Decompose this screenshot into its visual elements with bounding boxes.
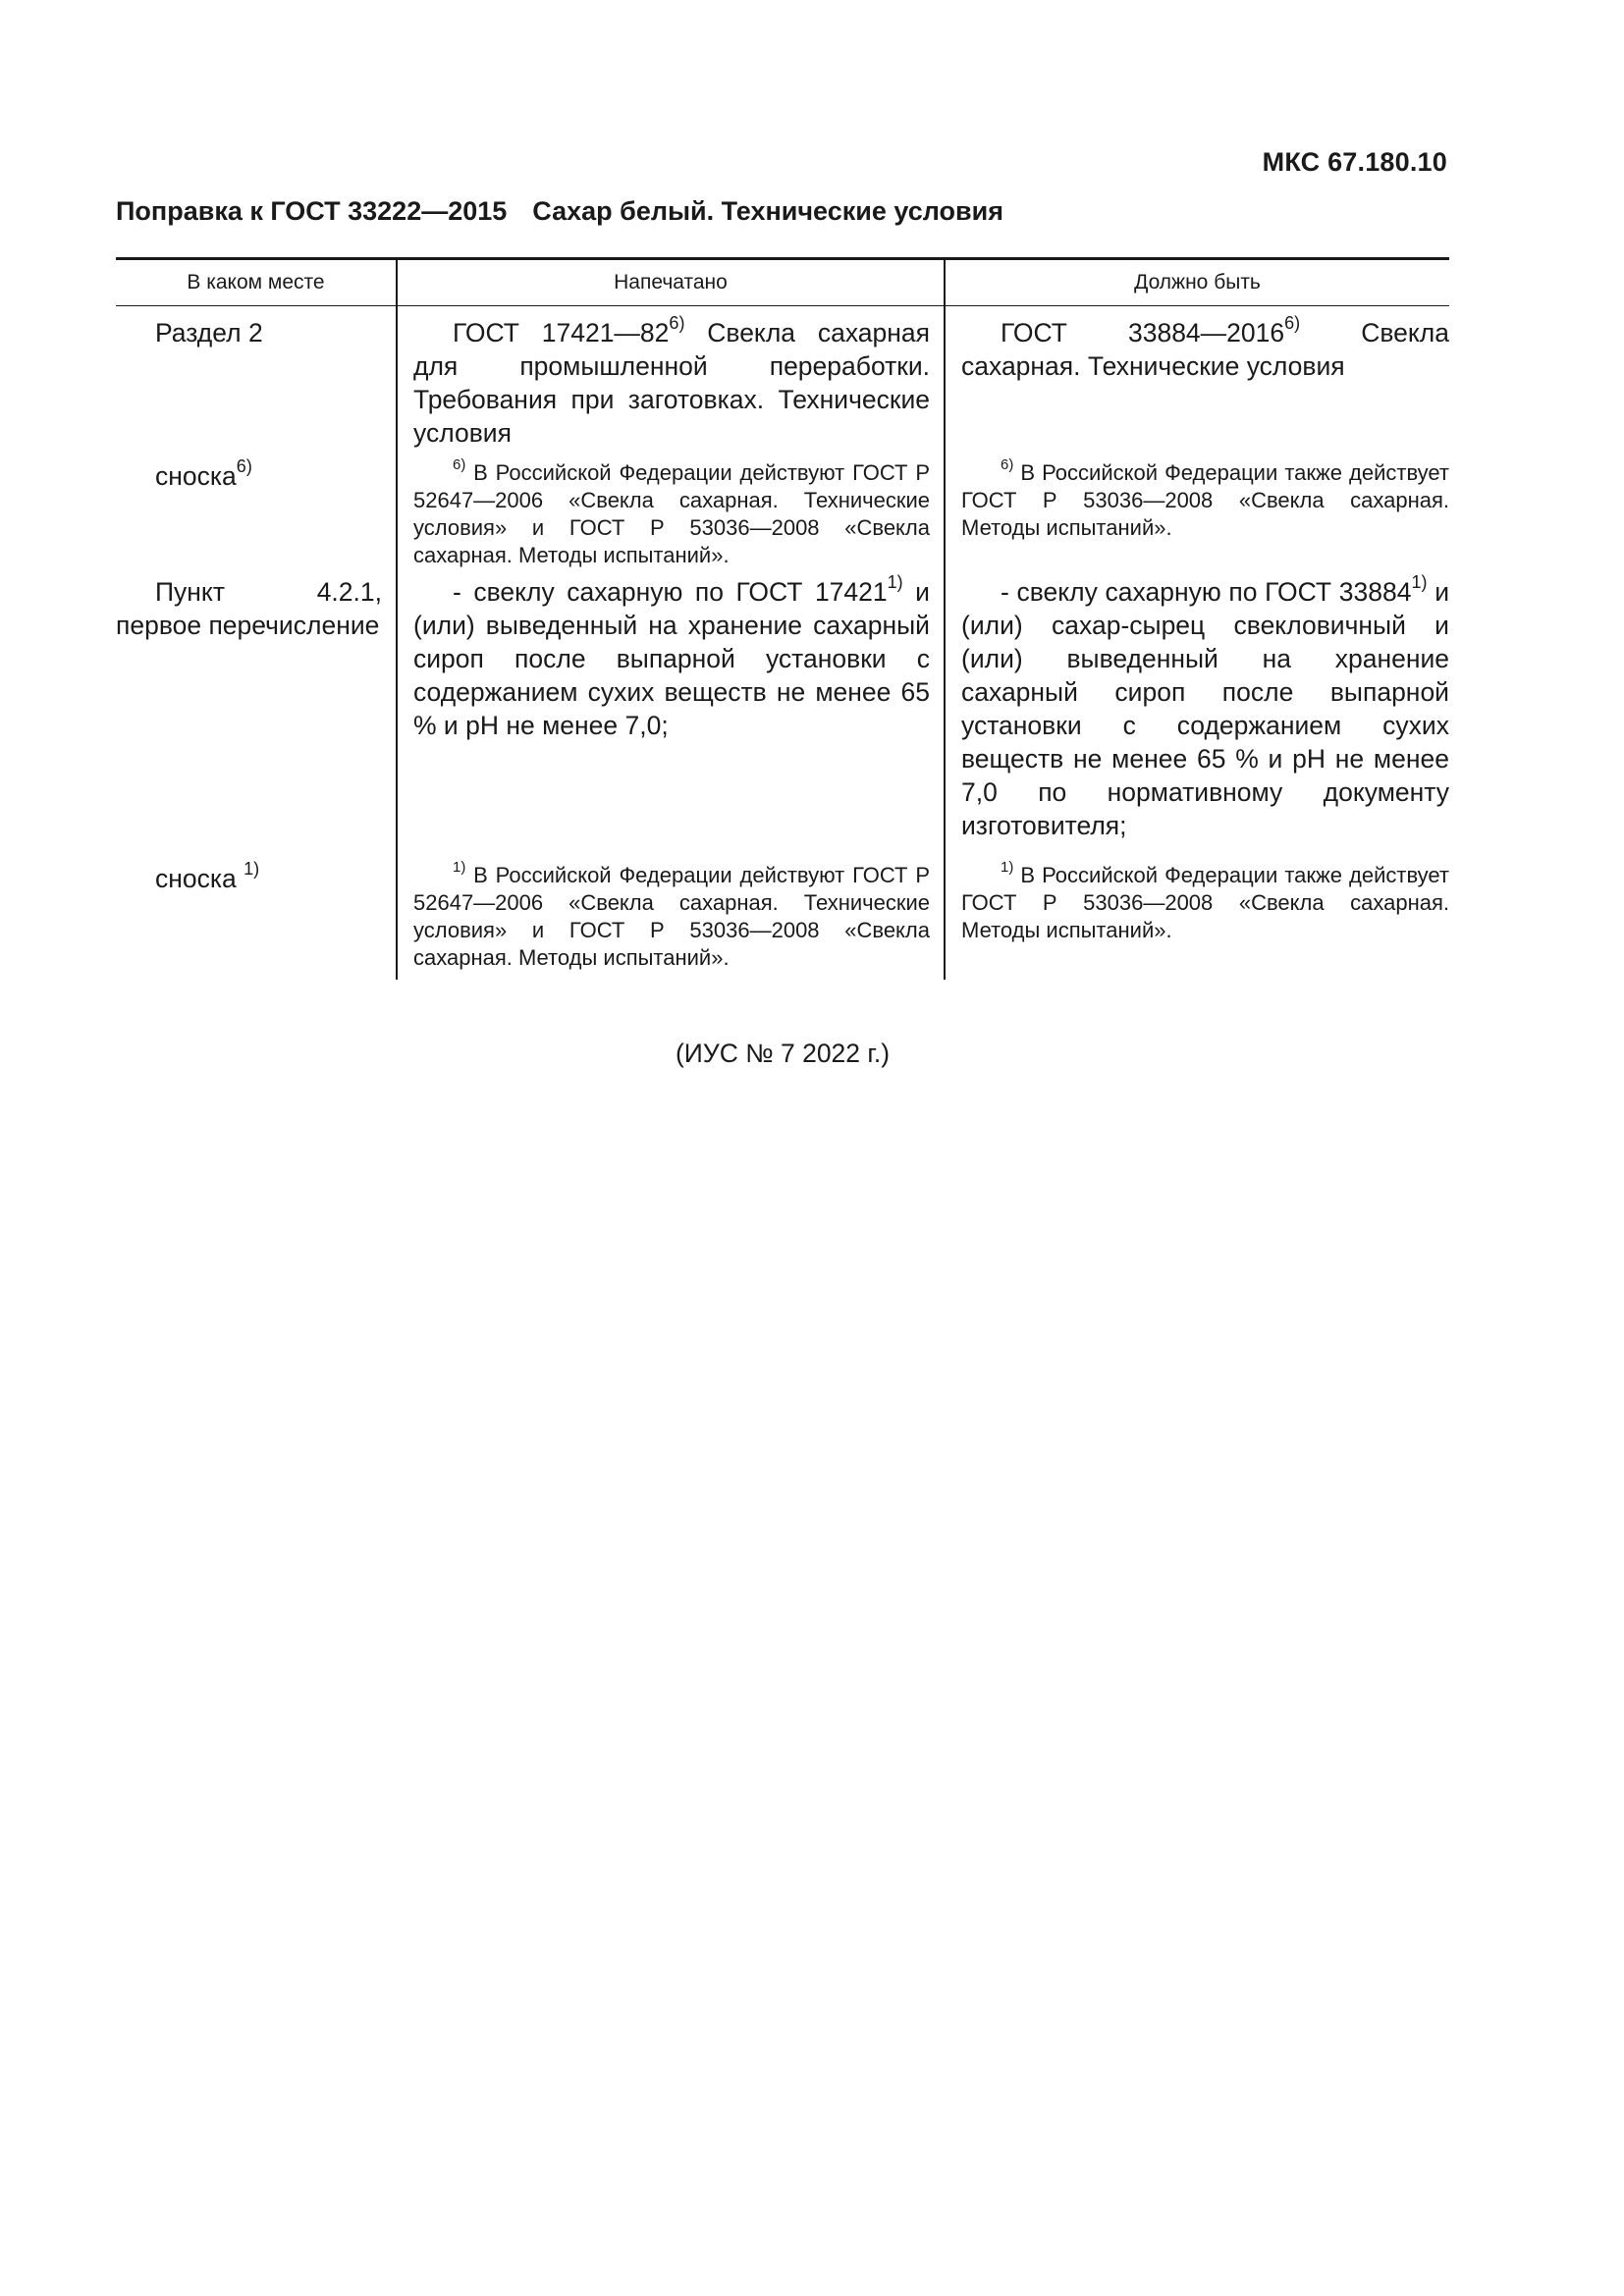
cell-place (116, 856, 397, 980)
table-row (116, 450, 1449, 573)
printed-footnote: $^{6)}$ В Российской Федерации действуют ГОСТ Р 52647—2006 «Свекла сахарная. Технические условия» и ГОСТ Р 53036—2008 «Свекла сахарная. Методы испытаний». (413, 456, 930, 567)
should-be-text: ГОСТ 33884—2016$^{6)}$ Свекла сахарная. Технические условия (961, 313, 1449, 381)
cell-should-be (945, 856, 1449, 980)
place-text: Пункт 4.2.1, первое перечисление (116, 577, 382, 640)
amendment-table (116, 257, 1449, 980)
document-title (116, 196, 1003, 227)
table-row (116, 856, 1449, 980)
cell-should-be (945, 450, 1449, 573)
table-row (116, 573, 1449, 856)
place-text: Раздел 2 (155, 318, 263, 347)
standard-name: Сахар белый. Технические условия (532, 196, 1003, 226)
cell-place (116, 573, 397, 856)
cell-should-be (945, 573, 1449, 856)
column-header-place: В каком месте (116, 259, 397, 306)
should-be-text: - свеклу сахарную по ГОСТ 33884$^{1)}$ и (или) сахар-сырец свекловичный и (или) выведенный на хранение сахарный сироп после выпарной установки с содержанием сухих веществ не менее 65 % и pH не менее 7,0 по нормативному документу изготовителя; (961, 572, 1449, 840)
place-text: сноска $^{1)}$ (155, 859, 260, 893)
printed-text: - свеклу сахарную по ГОСТ 17421$^{1)}$ и (или) выведенный на хранение сахарный сироп после выпарной установки с содержанием сухих веществ не менее 65 % и pH не менее 7,0; (413, 572, 930, 740)
should-be-footnote: $^{1)}$ В Российской Федерации также действует ГОСТ Р 53036—2008 «Свекла сахарная. Методы испытаний». (961, 859, 1449, 942)
cell-printed (397, 573, 945, 856)
column-header-printed: Напечатано (397, 259, 945, 306)
printed-text: ГОСТ 17421—82$^{6)}$ Свекла сахарная для промышленной переработки. Требования при заготовках. Технические условия (413, 313, 930, 448)
cell-printed (397, 306, 945, 451)
cell-printed (397, 450, 945, 573)
place-text: сноска$^{6)}$ (155, 456, 252, 491)
classification-code: МКС 67.180.10 (1262, 147, 1447, 177)
printed-footnote: $^{1)}$ В Российской Федерации действуют ГОСТ Р 52647—2006 «Свекла сахарная. Технические условия» и ГОСТ Р 53036—2008 «Свекла сахарная. Методы испытаний». (413, 859, 930, 970)
cell-place (116, 306, 397, 451)
cell-should-be (945, 306, 1449, 451)
cell-printed (397, 856, 945, 980)
amendment-title: Поправка к ГОСТ 33222—2015 (116, 196, 508, 226)
table-row (116, 306, 1449, 451)
column-header-should-be: Должно быть (945, 259, 1449, 306)
ius-reference: (ИУС № 7 2022 г.) (675, 1039, 891, 1068)
table-header-row (116, 259, 1449, 306)
should-be-footnote: $^{6)}$ В Российской Федерации также действует ГОСТ Р 53036—2008 «Свекла сахарная. Методы испытаний». (961, 456, 1449, 540)
cell-place (116, 450, 397, 573)
